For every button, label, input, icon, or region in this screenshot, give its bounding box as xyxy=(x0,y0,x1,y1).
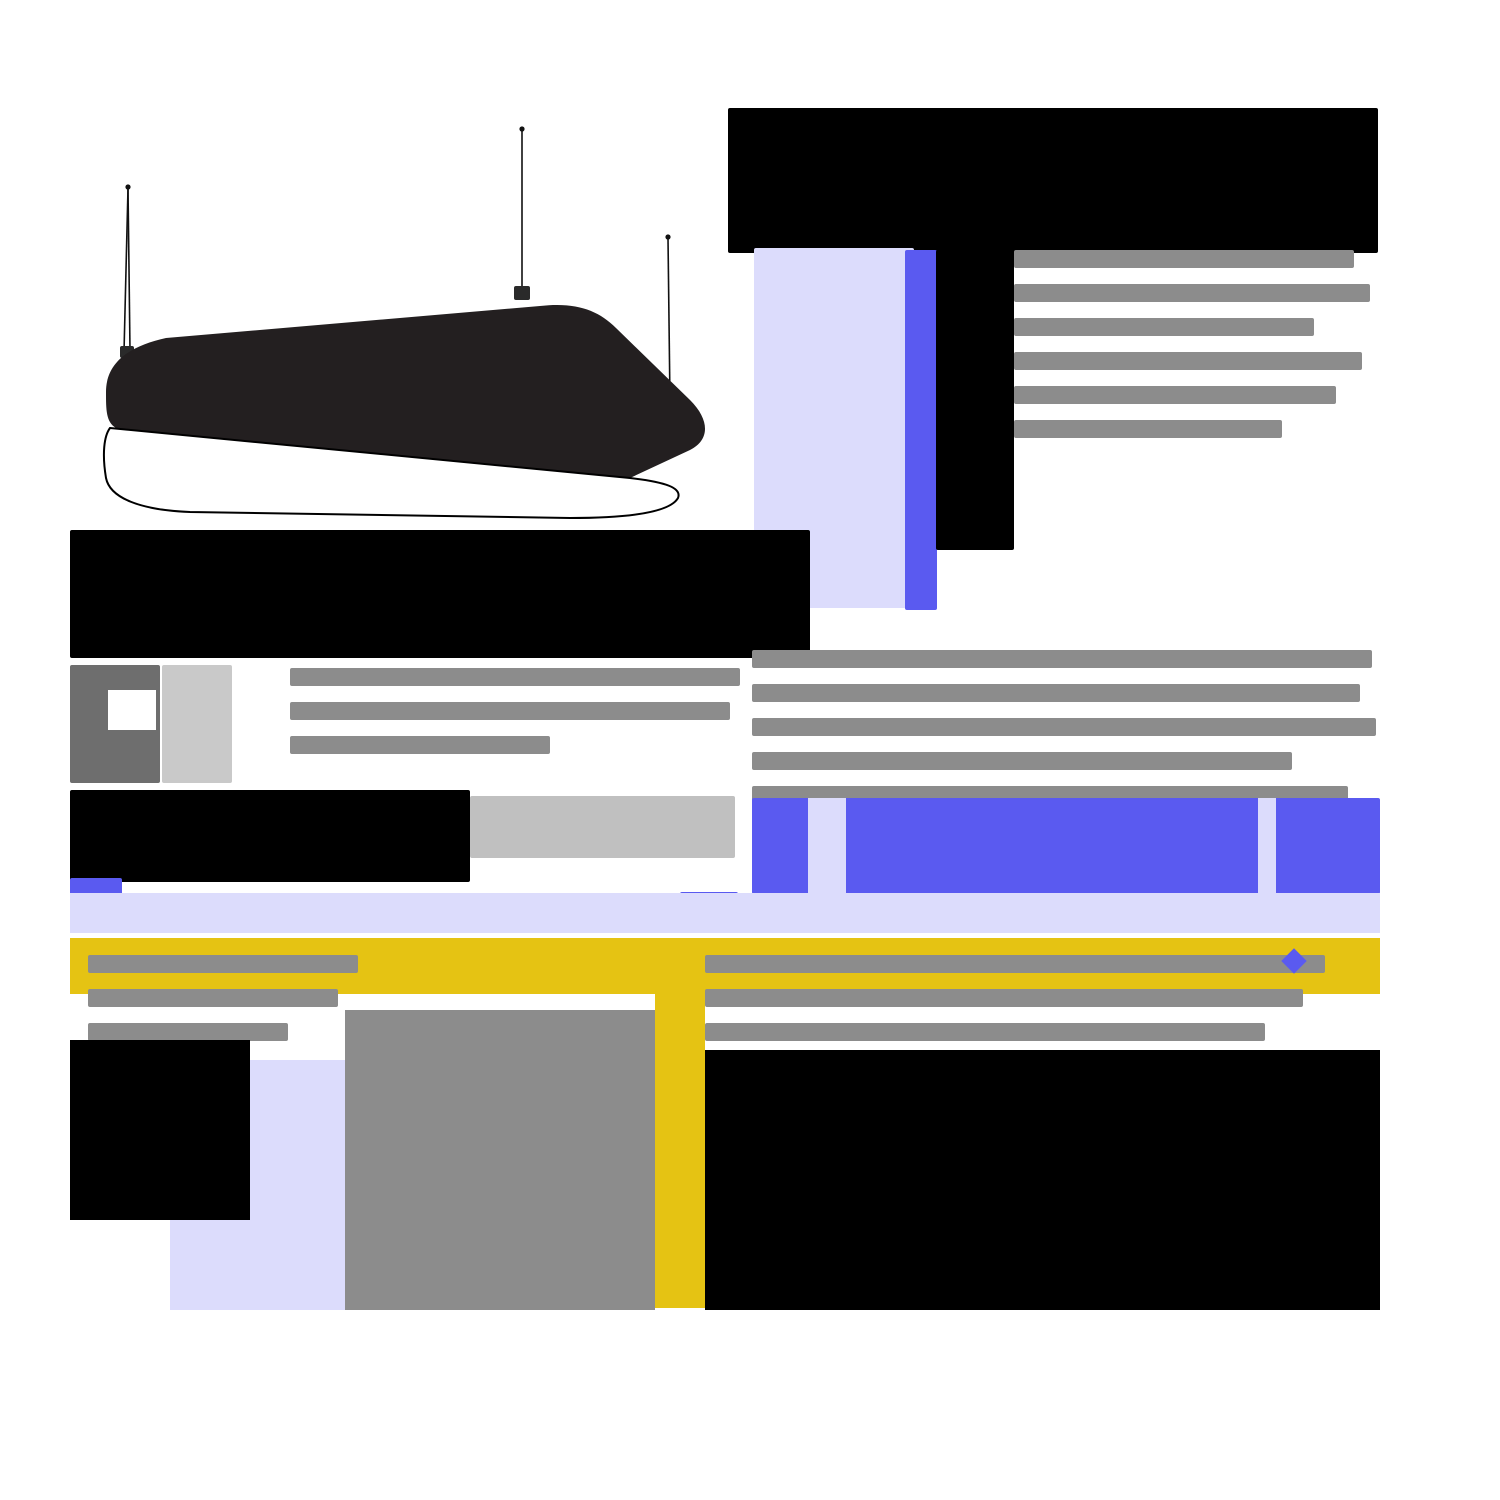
header-accent-stripe xyxy=(905,250,937,610)
footer-paragraph-left xyxy=(88,955,363,1050)
highlight-band-gap xyxy=(808,798,846,894)
section-heading-left xyxy=(70,530,810,658)
highlight-band xyxy=(752,798,1380,894)
footer-paragraph-right xyxy=(705,955,1335,1050)
highlight-band-underlay xyxy=(70,893,1380,933)
header-paragraph xyxy=(1014,250,1378,550)
footer-accent-stem xyxy=(655,938,705,1308)
color-swatch-inner xyxy=(108,690,156,730)
footer-column-block xyxy=(345,1010,655,1310)
spec-paragraph-left xyxy=(290,668,750,788)
spec-paragraph-left-secondary xyxy=(470,796,740,884)
color-swatch-secondary xyxy=(162,665,232,783)
product-illustration xyxy=(70,110,750,530)
footer-label-right xyxy=(705,1050,1380,1310)
section-subheading-left xyxy=(70,790,470,882)
highlight-band-gap-2 xyxy=(1258,798,1276,894)
header-label-column xyxy=(936,250,1014,550)
page-title-block xyxy=(728,108,1378,253)
spec-paragraph-right xyxy=(752,650,1380,798)
footer-label-left xyxy=(70,1040,250,1220)
